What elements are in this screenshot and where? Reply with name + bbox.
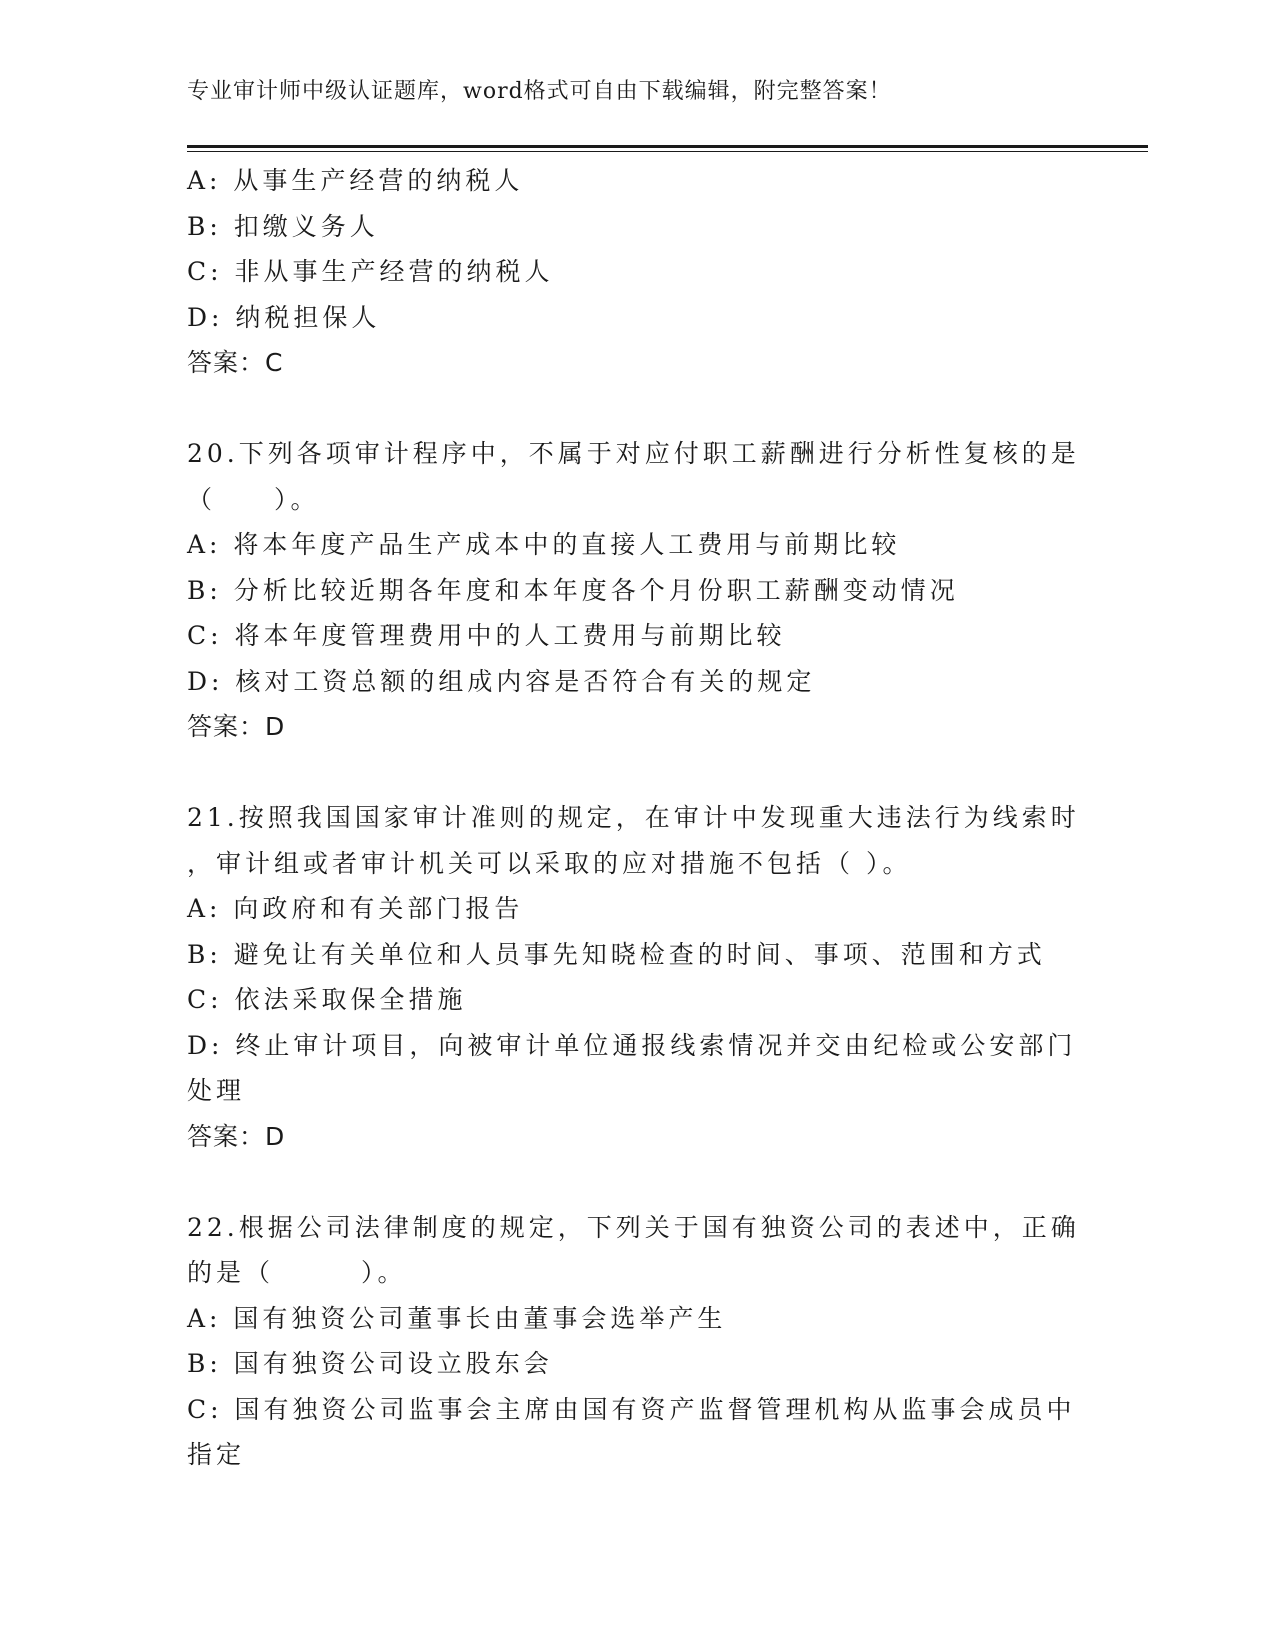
question-21-answer: 答案：D bbox=[187, 1121, 286, 1151]
option-b: B: 分析比较近期各年度和本年度各个月份职工薪酬变动情况 bbox=[187, 575, 959, 605]
option-c: C: 国有独资公司监事会主席由国有资产监督管理机构从监事会成员中 bbox=[187, 1394, 1076, 1424]
question-20 bbox=[187, 431, 1087, 750]
page-header: 专业审计师中级认证题库，word格式可自由下载编辑，附完整答案！ bbox=[187, 79, 892, 104]
option-a: A: 向政府和有关部门报告 bbox=[187, 894, 524, 923]
question-content bbox=[187, 158, 1087, 1478]
question-21 bbox=[187, 795, 1087, 1159]
option-d: D: 纳税担保人 bbox=[187, 302, 381, 332]
question-stem: 的是（ ）。 bbox=[187, 1258, 407, 1287]
option-c: C: 非从事生产经营的纳税人 bbox=[187, 257, 554, 286]
question-20-answer: 答案：D bbox=[187, 712, 286, 741]
option-c-continued: 指定 bbox=[187, 1440, 246, 1469]
question-19-options bbox=[187, 158, 1087, 340]
option-b: B: 扣缴义务人 bbox=[187, 211, 379, 241]
option-c: C: 依法采取保全措施 bbox=[187, 985, 467, 1014]
header-divider bbox=[187, 145, 1148, 152]
question-stem: 21.按照我国国家审计准则的规定，在审计中发现重大违法行为线索时 bbox=[187, 803, 1080, 832]
question-stem: ，审计组或者审计机关可以采取的应对措施不包括（ ）。 bbox=[187, 848, 912, 878]
option-d: D: 终止审计项目，向被审计单位通报线索情况并交由纪检或公安部门 bbox=[187, 1030, 1077, 1060]
option-c: C: 将本年度管理费用中的人工费用与前期比较 bbox=[187, 621, 786, 650]
spacer bbox=[187, 386, 1087, 432]
option-b: B: 国有独资公司设立股东会 bbox=[187, 1349, 553, 1378]
option-b: B: 避免让有关单位和人员事先知晓检查的时间、事项、范围和方式 bbox=[187, 939, 1046, 969]
option-d: D: 核对工资总额的组成内容是否符合有关的规定 bbox=[187, 666, 816, 696]
question-stem: （ ）。 bbox=[187, 484, 320, 514]
question-22 bbox=[187, 1205, 1087, 1478]
question-19-answer: 答案：C bbox=[187, 348, 284, 377]
spacer bbox=[187, 1159, 1087, 1205]
spacer bbox=[187, 750, 1087, 796]
option-a: A: 国有独资公司董事长由董事会选举产生 bbox=[187, 1303, 727, 1333]
option-a: A: 将本年度产品生产成本中的直接人工费用与前期比较 bbox=[187, 530, 901, 559]
option-d-continued: 处理 bbox=[187, 1076, 246, 1105]
question-stem: 22.根据公司法律制度的规定，下列关于国有独资公司的表述中，正确 bbox=[187, 1212, 1080, 1242]
option-a: A: 从事生产经营的纳税人 bbox=[187, 166, 524, 195]
question-stem: 20.下列各项审计程序中，不属于对应付职工薪酬进行分析性复核的是 bbox=[187, 439, 1080, 468]
